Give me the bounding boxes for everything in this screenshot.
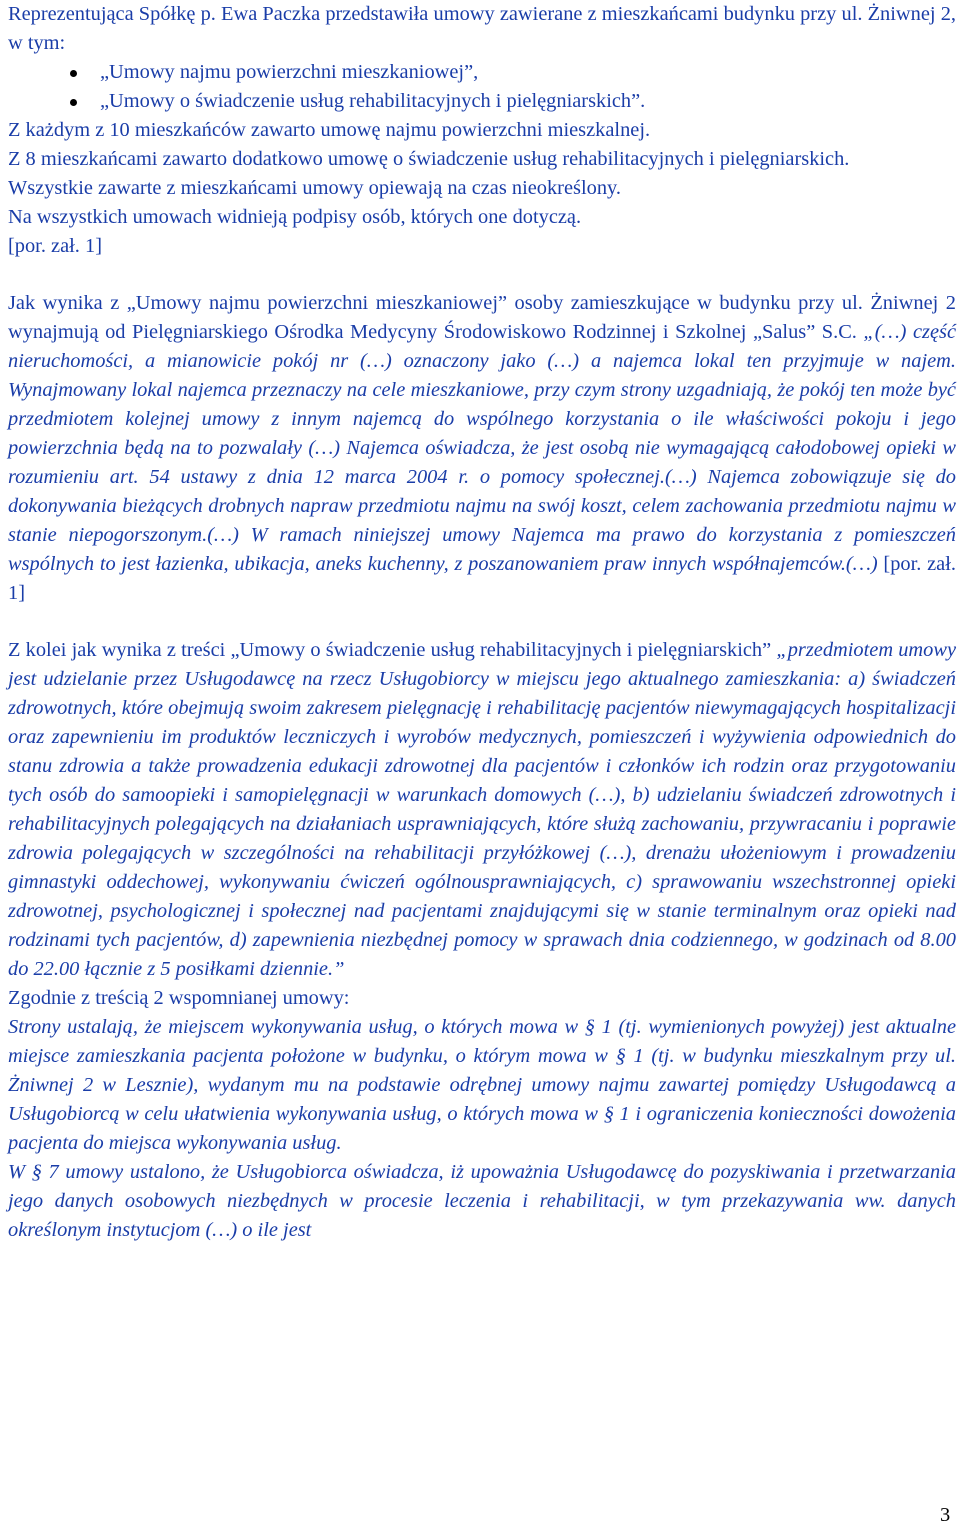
document-page [8, 0, 956, 1245]
paragraph-line: Z 8 mieszkańcami zawarto dodatkowo umowę o świadczenie usług rehabilitacyjnych i pielęgniarskich. [8, 148, 850, 170]
attachment-reference: [por. zał. 1] [8, 553, 956, 604]
paragraph-line: Na wszystkich umowach widnieją podpisy osób, których one dotyczą. [8, 206, 582, 228]
services-paragraph: Z kolei jak wynika z treści „Umowy o świadczenie usług rehabilitacyjnych i pielęgniarskich” „przedmiotem umowy jest udzielanie przez Usługodawcę na rzecz Usługobiorcy w miejscu jego aktualnego zamieszkania: a) świadczeń zdrowotnych, które obejmują swoim zakresem pielęgnację i rehabilitację pacjentów niewymagających hospitalizacji oraz zapewnieniu im produktów leczniczych i wyrobów medycznych, pomieszczeń i wyżywienia odpowiednich do stanu zdrowia a także prowadzenia edukacji zdrowotnej dla pacjentów i członków ich rodzin oraz przygotowaniu tych osób do samoopieki i samopielęgnacji w warunkach domowych (…), b) udzielaniu świadczeń zdrowotnych i rehabilitacyjnych polegających na działaniach usprawniających, które służą zachowaniu, przywracaniu i poprawie zdrowia polegających w szczególności na rehabilitacji przyłóżkowej (…), drenażu ułożeniowym i prowadzeniu gimnastyki oddechowej, wykonywaniu ćwiczeń ogólnousprawniających, c) sprawowaniu wszechstronnej opieki zdrowotnej, psychologicznej i społecznej nad pacjentami znajdującymi się w stanie terminalnym oraz opieki nad rodzinami tych pacjentów, d) zapewnienia niezbędnej pomocy w sprawach dnia codziennego, w godzinach od 8.00 do 22.00 łącznie z 5 posiłkami dziennie.” [8, 639, 956, 980]
bullet-icon [70, 70, 77, 77]
page-number: 3 [940, 1504, 951, 1526]
data-processing-quote: W § 7 umowy ustalono, że Usługobiorca oświadcza, iż upoważnia Usługodawcę do pozyskiwania i przetwarzania jego danych osobowych niezbędnych w procesie leczenia i rehabilitacji, w tym przekazywania ww. danych określonym instytucjom (…) o ile jest [8, 1161, 956, 1241]
services-quote: „przedmiotem umowy jest udzielanie przez Usługodawcę na rzecz Usługobiorcy w miejscu jego aktualnego zamieszkania: a) świadczeń zdrowotnych, które obejmują swoim zakresem pielęgnację i rehabilitację pacjentów niewymagających hospitalizacji oraz zapewnieniu im produktów leczniczych i wyrobów medycznych, pomieszczeń i wyżywienia odpowiednich do stanu zdrowia a także prowadzenia edukacji zdrowotnej dla pacjentów i członków ich rodzin oraz przygotowaniu tych osób do samoopieki i samopielęgnacji w warunkach domowych (…), b) udzielaniu świadczeń zdrowotnych i rehabilitacyjnych polegających na działaniach usprawniających, które służą zachowaniu, przywracaniu i poprawie zdrowia polegających w szczególności na rehabilitacji przyłóżkowej (…), drenażu ułożeniowym i prowadzeniu gimnastyki oddechowej, wykonywaniu ćwiczeń ogólnousprawniających, c) sprawowaniu wszechstronnej opieki zdrowotnej, psychologicznej i społecznej nad pacjentami znajdującymi się w stanie terminalnym oraz opieki nad rodzinami tych pacjentów, d) zapewnienia niezbędnej pomocy w sprawach dnia codziennego, w godzinach od 8.00 do 22.00 łącznie z 5 posiłkami dziennie.” [8, 639, 956, 980]
attachment-reference: [por. zał. 1] [8, 235, 102, 257]
section-intro: Zgodnie z treścią 2 wspomnianej umowy: [8, 987, 350, 1009]
bullet-icon [70, 99, 77, 106]
intro-paragraph: Reprezentująca Spółkę p. Ewa Paczka przedstawiła umowy zawierane z mieszkańcami budynku przy ul. Żniwnej 2, w tym: [8, 3, 956, 54]
contract-list [8, 58, 956, 116]
lease-paragraph: Jak wynika z „Umowy najmu powierzchni mieszkaniowej” osoby zamieszkujące w budynku przy ul. Żniwnej 2 wynajmują od Pielęgniarskiego Ośrodka Medycyny Środowiskowo Rodzinnej i Szkolnej „Salus” S.C. „(…) część nieruchomości, a mianowicie pokój nr (…) oznaczony jako (…) a najemca lokal ten przyjmuje w najem. Wynajmowany lokal najemca przeznaczy na cele mieszkaniowe, przy czym strony uzgadniają, że pokój ten może być przedmiotem kolejnej umowy z innym najemcą do wspólnego korzystania o ile właściwości pokoju i jego powierzchnia będą na to pozwalały (…) Najemca oświadcza, że jest osobą nie wymagającą całodobowej opieki w rozumieniu art. 54 ustawy z dnia 12 marca 2004 r. o pomocy społecznej.(…) Najemca zobowiązuje się do dokonywania bieżących drobnych napraw przedmiotu najmu na swój koszt, celem zachowania przedmiotu najmu w stanie niepogorszonym.(…) W ramach niniejszej umowy Najemca ma prawo do korzystania z pomieszczeń wspólnych to jest łazienka, ubikacja, aneks kuchenny, z poszanowaniem praw innych współnajemców.(…) [por. zał. 1] [8, 292, 956, 604]
list-item: „Umowy o świadczenie usług rehabilitacyjnych i pielęgniarskich”. [8, 87, 956, 116]
paragraph-line: Z każdym z 10 mieszkańców zawarto umowę najmu powierzchni mieszkalnej. [8, 119, 651, 141]
services-location-quote: Strony ustalają, że miejscem wykonywania usług, o których mowa w § 1 (tj. wymienionych powyżej) jest aktualne miejsce zamieszkania pacjenta położone w budynku, o którym mowa w § 1 (tj. w budynku mieszkalnym przy ul. Żniwnej 2 w Lesznie), wydanym mu na podstawie odrębnej umowy najmu zawartej pomiędzy Usługodawcą a Usługobiorcą w celu ułatwienia wykonywania usług, o których mowa w § 1 i ograniczenia konieczności dowożenia pacjenta do miejsca wykonywania usług. [8, 1016, 956, 1154]
list-item: „Umowy najmu powierzchni mieszkaniowej”, [8, 58, 956, 87]
paragraph-line: Wszystkie zawarte z mieszkańcami umowy opiewają na czas nieokreślony. [8, 177, 621, 199]
lease-quote: „(…) część nieruchomości, a mianowicie pokój nr (…) oznaczony jako (…) a najemca lokal ten przyjmuje w najem. Wynajmowany lokal najemca przeznaczy na cele mieszkaniowe, przy czym strony uzgadniają, że pokój ten może być przedmiotem kolejnej umowy z innym najemcą do wspólnego korzystania o ile właściwości pokoju i jego powierzchnia będą na to pozwalały (…) Najemca oświadcza, że jest osobą nie wymagającą całodobowej opieki w rozumieniu art. 54 ustawy z dnia 12 marca 2004 r. o pomocy społecznej.(…) Najemca zobowiązuje się do dokonywania bieżących drobnych napraw przedmiotu najmu na swój koszt, celem zachowania przedmiotu najmu w stanie niepogorszonym.(…) W ramach niniejszej umowy Najemca ma prawo do korzystania z pomieszczeń wspólnych to jest łazienka, ubikacja, aneks kuchenny, z poszanowaniem praw innych współnajemców.(…) [8, 321, 956, 575]
